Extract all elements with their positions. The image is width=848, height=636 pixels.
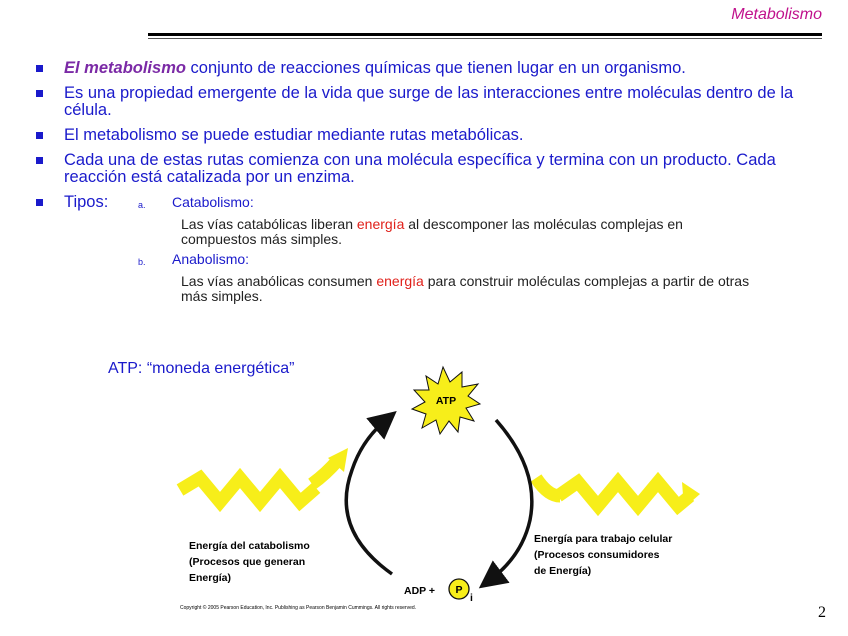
phosphate-subscript: i bbox=[470, 592, 473, 604]
bullet-text: Cada una de estas rutas comienza con una molécula específica y termina con un producto. Cada reacción está catalizada por un enzima. bbox=[64, 151, 776, 186]
desc-text: al descomponer las moléculas complejas en compuestos más simples. bbox=[181, 216, 683, 247]
left-label-line: Energía del catabolismo bbox=[189, 540, 310, 552]
energy-in-arrow bbox=[180, 448, 348, 502]
phosphate-label: P bbox=[455, 584, 463, 596]
right-label-line: de Energía) bbox=[534, 565, 592, 577]
desc-highlight: energía bbox=[356, 216, 405, 232]
atp-burst-icon bbox=[412, 367, 480, 434]
cycle-arrow-right bbox=[490, 420, 532, 580]
tipos-label: Tipos: bbox=[64, 193, 109, 211]
adp-label: ADP + bbox=[404, 585, 436, 597]
left-label-line: Energía) bbox=[189, 572, 232, 584]
sub-marker: a. bbox=[138, 200, 146, 210]
desc-text: Las vías anabólicas consumen bbox=[181, 273, 377, 289]
sub-title: Anabolismo: bbox=[172, 251, 250, 267]
bullet-term: El metabolismo bbox=[64, 59, 186, 77]
desc-text: para construir moléculas complejas a partir de otras más simples. bbox=[181, 273, 750, 304]
desc-text: Las vías catabólicas liberan bbox=[181, 216, 357, 232]
energy-out-arrow bbox=[536, 478, 700, 508]
right-label-line: (Procesos consumidores bbox=[534, 549, 660, 561]
right-label-line: Energía para trabajo celular bbox=[534, 533, 673, 545]
slide-title: Metabolismo bbox=[731, 6, 822, 23]
sub-title: Catabolismo: bbox=[172, 194, 254, 210]
left-label-line: (Procesos que generan bbox=[189, 556, 306, 568]
atp-label: ATP bbox=[435, 395, 457, 407]
copyright-text: Copyright © 2005 Pearson Education, Inc. Publishing as Pearson Benjamin Cummings. All rights reserved. bbox=[180, 605, 417, 611]
page-number: 2 bbox=[818, 604, 826, 621]
cycle-arrow-left bbox=[346, 420, 392, 574]
bullet-text: El metabolismo se puede estudiar mediante rutas metabólicas. bbox=[64, 126, 524, 144]
sub-marker: b. bbox=[138, 257, 146, 267]
atp-caption: ATP: “moneda energética” bbox=[108, 360, 295, 377]
desc-highlight: energía bbox=[376, 273, 424, 289]
bullet-text: Es una propiedad emergente de la vida que surge de las interacciones entre moléculas dentro de la célula. bbox=[64, 84, 794, 119]
bullet-text: conjunto de reacciones químicas que tienen lugar en un organismo. bbox=[185, 59, 686, 77]
